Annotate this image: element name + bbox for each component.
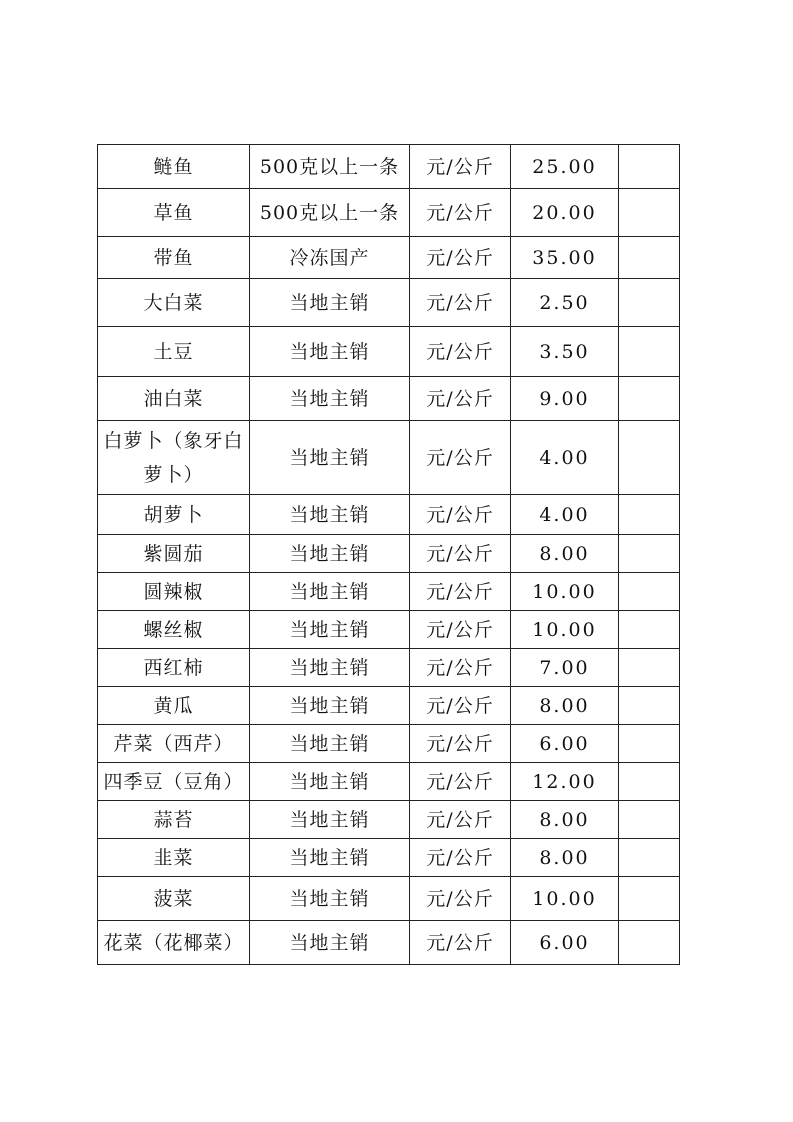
item-name-cell: 胡萝卜: [98, 495, 250, 535]
item-unit-cell: 元/公斤: [410, 421, 511, 495]
item-spec-cell: 当地主销: [250, 649, 410, 687]
item-name-cell: 草鱼: [98, 189, 250, 237]
item-unit-cell: 元/公斤: [410, 763, 511, 801]
item-name-cell: 大白菜: [98, 279, 250, 327]
item-name-cell: 四季豆（豆角）: [98, 763, 250, 801]
table-row: [98, 189, 680, 237]
table-row: [98, 611, 680, 649]
item-note-cell: [619, 495, 680, 535]
item-price-cell: 9.00: [511, 377, 619, 421]
table-row: [98, 839, 680, 877]
item-name-cell: 带鱼: [98, 237, 250, 279]
item-price-cell: 7.00: [511, 649, 619, 687]
item-unit-cell: 元/公斤: [410, 237, 511, 279]
item-note-cell: [619, 649, 680, 687]
item-unit-cell: 元/公斤: [410, 801, 511, 839]
price-table-body: [98, 145, 680, 965]
item-name-cell: 花菜（花椰菜）: [98, 921, 250, 965]
item-note-cell: [619, 877, 680, 921]
item-note-cell: [619, 377, 680, 421]
item-spec-cell: 当地主销: [250, 611, 410, 649]
item-note-cell: [619, 839, 680, 877]
table-row: [98, 535, 680, 573]
item-name-cell: 鲢鱼: [98, 145, 250, 189]
item-unit-cell: 元/公斤: [410, 279, 511, 327]
item-note-cell: [619, 189, 680, 237]
item-spec-cell: 当地主销: [250, 327, 410, 377]
item-price-cell: 20.00: [511, 189, 619, 237]
item-name-cell: 菠菜: [98, 877, 250, 921]
item-unit-cell: 元/公斤: [410, 877, 511, 921]
item-note-cell: [619, 763, 680, 801]
item-name-cell: 紫圆茄: [98, 535, 250, 573]
item-note-cell: [619, 921, 680, 965]
item-spec-cell: 当地主销: [250, 801, 410, 839]
item-note-cell: [619, 237, 680, 279]
item-spec-cell: 当地主销: [250, 687, 410, 725]
item-price-cell: 6.00: [511, 725, 619, 763]
item-spec-cell: 当地主销: [250, 573, 410, 611]
item-price-cell: 3.50: [511, 327, 619, 377]
item-name-cell: 螺丝椒: [98, 611, 250, 649]
item-price-cell: 8.00: [511, 535, 619, 573]
table-row: [98, 495, 680, 535]
price-table: [97, 144, 680, 965]
item-unit-cell: 元/公斤: [410, 725, 511, 763]
item-spec-cell: 当地主销: [250, 495, 410, 535]
item-spec-cell: 当地主销: [250, 377, 410, 421]
table-row: [98, 145, 680, 189]
table-row: [98, 421, 680, 495]
table-row: [98, 877, 680, 921]
item-name-cell: 圆辣椒: [98, 573, 250, 611]
item-unit-cell: 元/公斤: [410, 687, 511, 725]
item-price-cell: 6.00: [511, 921, 619, 965]
item-note-cell: [619, 145, 680, 189]
table-row: [98, 279, 680, 327]
item-unit-cell: 元/公斤: [410, 377, 511, 421]
item-note-cell: [619, 611, 680, 649]
item-unit-cell: 元/公斤: [410, 573, 511, 611]
table-row: [98, 763, 680, 801]
table-row: [98, 801, 680, 839]
table-row: [98, 687, 680, 725]
item-unit-cell: 元/公斤: [410, 327, 511, 377]
table-row: [98, 237, 680, 279]
item-spec-cell: 当地主销: [250, 725, 410, 763]
item-price-cell: 4.00: [511, 495, 619, 535]
item-name-cell: 黄瓜: [98, 687, 250, 725]
item-unit-cell: 元/公斤: [410, 495, 511, 535]
item-name-cell: 油白菜: [98, 377, 250, 421]
item-spec-cell: 冷冻国产: [250, 237, 410, 279]
item-spec-cell: 当地主销: [250, 921, 410, 965]
item-price-cell: 10.00: [511, 877, 619, 921]
item-price-cell: 10.00: [511, 573, 619, 611]
item-price-cell: 10.00: [511, 611, 619, 649]
item-spec-cell: 当地主销: [250, 279, 410, 327]
item-note-cell: [619, 725, 680, 763]
item-price-cell: 35.00: [511, 237, 619, 279]
item-price-cell: 8.00: [511, 839, 619, 877]
item-note-cell: [619, 327, 680, 377]
item-name-cell: 白萝卜（象牙白萝卜）: [98, 421, 250, 495]
item-unit-cell: 元/公斤: [410, 535, 511, 573]
table-row: [98, 377, 680, 421]
item-price-cell: 8.00: [511, 801, 619, 839]
item-spec-cell: 当地主销: [250, 877, 410, 921]
item-note-cell: [619, 573, 680, 611]
item-price-cell: 2.50: [511, 279, 619, 327]
item-unit-cell: 元/公斤: [410, 189, 511, 237]
item-unit-cell: 元/公斤: [410, 649, 511, 687]
item-name-cell: 西红柿: [98, 649, 250, 687]
table-row: [98, 921, 680, 965]
item-spec-cell: 当地主销: [250, 421, 410, 495]
item-unit-cell: 元/公斤: [410, 145, 511, 189]
item-price-cell: 25.00: [511, 145, 619, 189]
item-name-cell: 韭菜: [98, 839, 250, 877]
item-note-cell: [619, 687, 680, 725]
item-name-cell: 土豆: [98, 327, 250, 377]
table-row: [98, 649, 680, 687]
item-name-cell: 蒜苔: [98, 801, 250, 839]
item-spec-cell: 当地主销: [250, 535, 410, 573]
item-note-cell: [619, 535, 680, 573]
item-unit-cell: 元/公斤: [410, 611, 511, 649]
item-name-cell: 芹菜（西芹）: [98, 725, 250, 763]
item-unit-cell: 元/公斤: [410, 921, 511, 965]
item-spec-cell: 当地主销: [250, 763, 410, 801]
item-spec-cell: 当地主销: [250, 839, 410, 877]
item-note-cell: [619, 801, 680, 839]
item-note-cell: [619, 421, 680, 495]
item-spec-cell: 500克以上一条: [250, 189, 410, 237]
table-row: [98, 573, 680, 611]
table-row: [98, 725, 680, 763]
item-spec-cell: 500克以上一条: [250, 145, 410, 189]
item-price-cell: 8.00: [511, 687, 619, 725]
table-row: [98, 327, 680, 377]
item-note-cell: [619, 279, 680, 327]
item-unit-cell: 元/公斤: [410, 839, 511, 877]
item-price-cell: 4.00: [511, 421, 619, 495]
item-price-cell: 12.00: [511, 763, 619, 801]
